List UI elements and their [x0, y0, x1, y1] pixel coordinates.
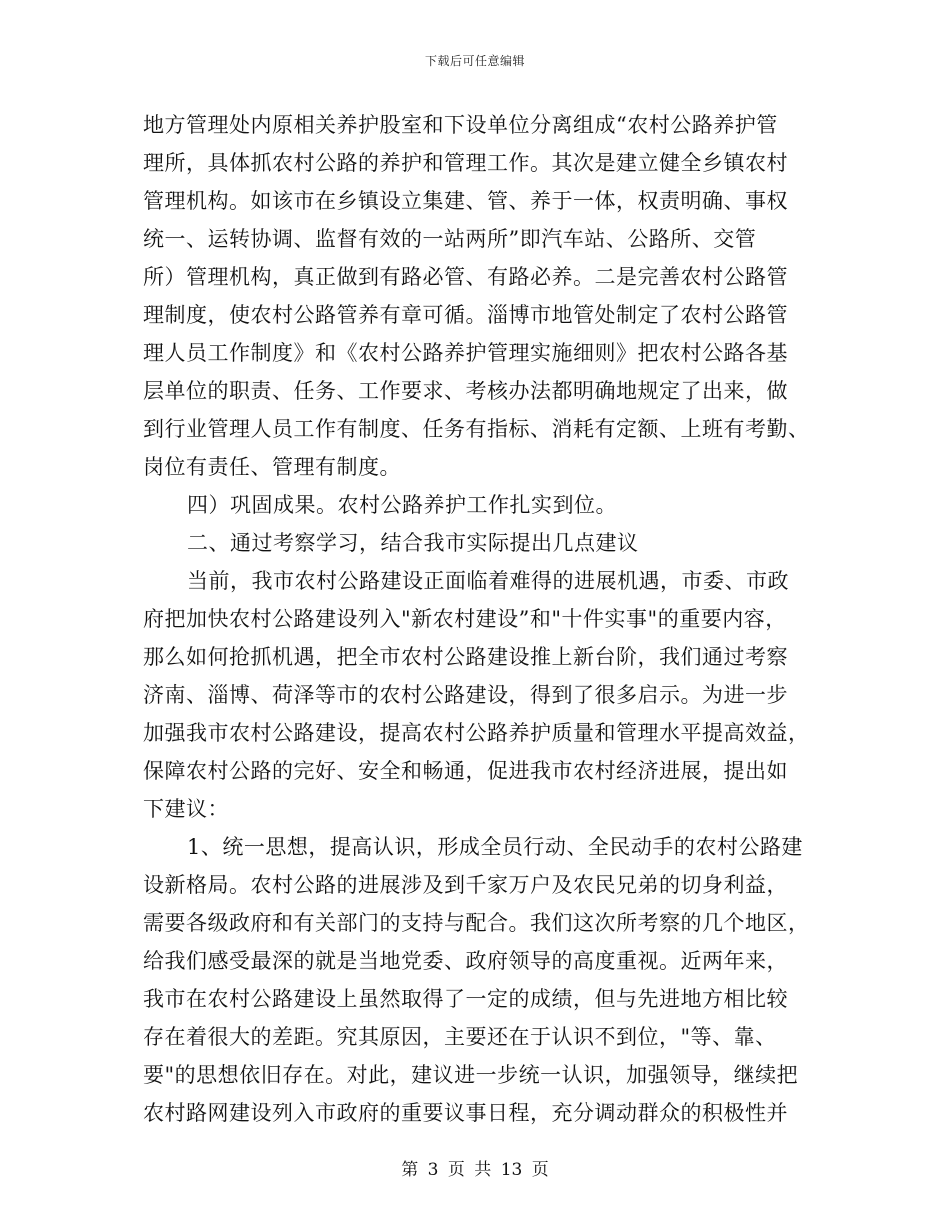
text-line: 存在着很大的差距。究其原因，主要还在于认识不到位，"等、靠、 [143, 1025, 777, 1049]
text-line: 理所，具体抓农村公路的养护和管理工作。其次是建立健全乡镇农村 [143, 151, 788, 175]
text-line: 层单位的职责、任务、工作要求、考核办法都明确地规定了出来，做 [143, 379, 788, 403]
text-line: 给我们感受最深的就是当地党委、政府领导的高度重视。近两年来， [143, 949, 788, 973]
text-line: 要"的思想依旧存在。对此，建议进一步统一认识，加强领导，继续把 [143, 1063, 799, 1087]
text-line: 所）管理机构，真正做到有路必管、有路必养。二是完善农村公路管 [143, 265, 788, 289]
text-line: 府把加快农村公路建设列入"新农村建设”和"十件实事"的重要内容， [143, 607, 787, 631]
text-line: 统一、运转协调、监督有效的一站两所”即汽车站、公路所、交管 [143, 227, 757, 251]
text-line: 需要各级政府和有关部门的支持与配合。我们这次所考察的几个地区， [143, 911, 810, 935]
text-line: 地方管理处内原相关养护股室和下设单位分离组成“农村公路养护管 [143, 113, 778, 137]
text-line: 理制度，使农村公路管养有章可循。淄博市地管处制定了农村公路管 [143, 303, 788, 327]
paragraph-start-line: 当前，我市农村公路建设正面临着难得的进展机遇，市委、市政 [187, 569, 789, 593]
section-heading-line: 四）巩固成果。农村公路养护工作扎实到位。 [187, 493, 617, 517]
page-number-footer: 第 3 页 共 13 页 [401, 1160, 549, 1180]
text-line: 加强我市农村公路建设，提高农村公路养护质量和管理水平提高效益， [143, 721, 810, 745]
text-line: 下建议： [143, 797, 229, 821]
text-line: 到行业管理人员工作有制度、任务有指标、消耗有定额、上班有考勤、 [143, 417, 810, 441]
text-line: 保障农村公路的完好、安全和畅通，促进我市农村经济进展，提出如 [143, 759, 788, 783]
text-line: 岗位有责任、管理有制度。 [143, 455, 401, 479]
section-heading-line: 二、通过考察学习，结合我市实际提出几点建议 [187, 531, 639, 555]
text-line: 我市在农村公路建设上虽然取得了一定的成绩，但与先进地方相比较 [143, 987, 788, 1011]
paragraph-start-line: 1、统一思想，提高认识，形成全员行动、全民动手的农村公路建 [187, 835, 803, 859]
text-line: 理人员工作制度》和《农村公路养护管理实施细则》把农村公路各基 [143, 341, 788, 365]
text-line: 管理机构。如该市在乡镇设立集建、管、养于一体，权责明确、事权 [143, 189, 788, 213]
text-line: 设新格局。农村公路的进展涉及到千家万户及农民兄弟的切身利益， [143, 873, 788, 897]
text-line: 那么如何抢抓机遇，把全市农村公路建设推上新台阶，我们通过考察 [143, 645, 788, 669]
text-line: 济南、淄博、荷泽等市的农村公路建设，得到了很多启示。为进一步 [143, 683, 788, 707]
text-line: 农村路网建设列入市政府的重要议事日程，充分调动群众的积极性并 [143, 1101, 788, 1125]
document-body [143, 106, 810, 1132]
page-header-note: 下载后可任意编辑 [424, 54, 525, 68]
